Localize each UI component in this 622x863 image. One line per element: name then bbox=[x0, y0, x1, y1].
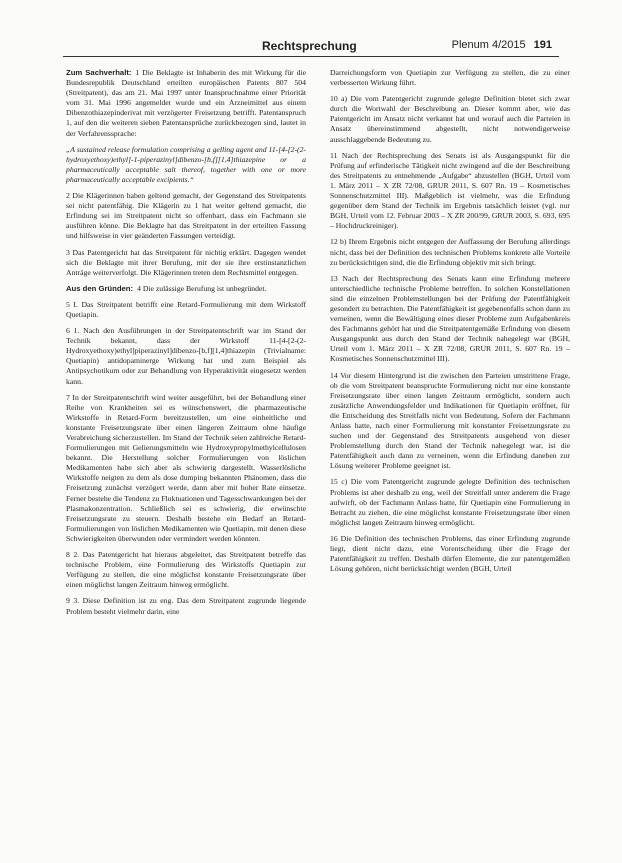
journal-header bbox=[452, 39, 552, 51]
paragraph bbox=[330, 237, 570, 267]
paragraph-text: 10 a) Die vom Patentgericht zugrunde gelegte Definition bietet sich zwar durch die Wortwahl der Beschreibung an. Dieser kommt aber, wie das Patentgericht im Ansatz nicht verkannt hat und worauf auch die Parteien in Ansatz übereinstimmend abgestellt, nicht notwendigerweise ausschlaggebende Bedeutung zu. bbox=[330, 94, 570, 144]
paragraph bbox=[66, 393, 306, 544]
paragraph-text: 5 I. Das Streitpatent betrifft eine Retard-Formulierung mit dem Wirkstoff Quetiapin. bbox=[66, 299, 306, 319]
journal-issue: Plenum 4/2015 bbox=[451, 39, 526, 51]
paragraph-text: 14 Vor diesem Hintergrund ist die zwischen den Parteien umstrittene Frage, ob die vom Streitpatent beanspruchte Formulierung nicht nur eine konstante Freisetzungsrate über einen langen Zeitraum ermöglicht, sondern auch zusätzliche Anwendungsfelder und Indikationen für Quetiapin eröffnet, für die Entscheidung des Streitfalls nicht von Bedeutung. Sofern der Fachmann Anlass hatte, nach einer Formulierung mit konstanter Freisetzungsrate zu suchen und der Gegenstand des Streitpatents ausgehend von dieser Problemstellung durch den Stand der Technik nahegelegt war, ist die Patentfähigkeit auch dann zu verneinen, wenn die Erfindung daneben zur Lösung weiterer Probleme geeignet ist. bbox=[330, 370, 570, 471]
paragraph-text: 16 Die Definition des technischen Problems, das einer Erfindung zugrunde liegt, dient nicht dazu, eine Vorentscheidung über die Frage der Patentfähigkeit zu treffen. Deshalb dürfen Elemente, die zur patentgemäßen Lösung gehören, nicht berücksichtigt werden (BGH, Urteil bbox=[330, 533, 570, 574]
paragraph-text: 9 3. Diese Definition ist zu eng. Das dem Streitpatent zugrunde liegende Problem besteht vielmehr darin, eine bbox=[66, 596, 306, 616]
paragraph-text: 4 Die zulässige Berufung ist unbegründet. bbox=[137, 283, 267, 293]
paragraph bbox=[330, 274, 570, 365]
paragraph bbox=[330, 151, 570, 232]
paragraph-heading: Zum Sachverhalt: bbox=[66, 68, 132, 77]
paragraph-text: 13 Nach der Rechtsprechung des Senats kann eine Erfindung mehrere unterschiedliche technische Probleme betreffen. In solchen Konstellationen sind die einzelnen Problemstellungen bei der Prüfung der Patentfähigkeit gesondert zu betrachten. Die Patentfähigkeit ist gegebenenfalls schon dann zu verneinen, wenn die Bewältigung eines dieser Probleme zum Aufgabenkreis des Fachmanns gehört hat und die Streitpatentgemäße Erfindung von diesem Ausgangspunkt aus durch den Stand der Technik nahegelegt war (BGH, Urteil vom 1. März 2011 – X ZR 72/08, GRUR 2011, S. 607 Rn. 19 – Kosmetisches Sonnenschutzmittel III). bbox=[330, 273, 570, 364]
section-title: Rechtsprechung bbox=[262, 39, 357, 53]
right-column bbox=[330, 68, 570, 580]
paragraph-text: 8 2. Das Patentgericht hat hieraus abgeleitet, das Streitpatent betreffe das technische Problem, eine Formulierung des Wirkstoffs Quetiapin zur Verfügung zu stellen, die eine möglichst konstante Freisetzungsrate über einen möglichst langen Zeitraum hinweg ermöglicht. bbox=[66, 550, 306, 590]
paragraph bbox=[66, 550, 306, 590]
paragraph-heading: Aus den Gründen: bbox=[66, 283, 134, 293]
claim-quote: „A sustained release formulation comprising a gelling agent and 11-[4-[2-(2-hydroxyethoxy)ethyl]-1-piperazinyl]dibenzo-[b,f][1,4]thiazepine or a pharmaceutically acceptable salt thereof, together with one or more pharmaceutically acceptable excipients.“ bbox=[66, 144, 306, 184]
paragraph bbox=[66, 68, 306, 139]
left-column bbox=[66, 68, 306, 623]
paragraph bbox=[66, 326, 306, 387]
paragraph-text: 7 In der Streitpatentschrift wird weiter ausgeführt, bei der Behandlung einer Reihe von Krankheiten sei es wünschenswert, die pharmazeutische Wirkstoffe in Retard-Form bereitzustellen, um eine einheitliche und konstante Freisetzungsrate über einen längeren Zeitraum ohne häufige Verabreichung sicherzustellen. Im Stand der Technik seien zahlreiche Retard-Formulierungen mit Gelierungsmitteln wie Hydroxypropylmethylcellulosen bekannt. Die Herstellung solcher Formulierungen von löslichen Medikamenten habe sich aber als schwierig dargestellt. Wasserlösliche Wirkstoffe neigten zu dem als dose dumping bekannten Phänomen, dass die Freisetzung zunächst verzögert werde, dann aber mit hoher Rate einsetze. Ferner bestehe die Tendenz zu Fluktuationen und Tagesschwankungen bei der Plasmakonzentration. Schließlich sei es schwierig, die erwünschte Freisetzungsrate zu steuern. Deshalb bestehe ein Bedarf an Retard-Formulierungen von löslichen Medikamenten wie Quetiapin, mit denen diese Schwierigkeiten überwunden oder vermindert werden könnten. bbox=[66, 392, 306, 543]
page-number: 191 bbox=[533, 39, 552, 51]
paragraph bbox=[66, 191, 306, 241]
paragraph-text: 12 b) Ihrem Ergebnis nicht entgegen der Auffassung der Berufung allerdings nicht, dass bei der Definition des technischen Problems konkrete alle Vorteile zu berücksichtigen sind, die die Erfindung objektiv mit sich bringt. bbox=[330, 237, 570, 267]
paragraph bbox=[330, 68, 570, 88]
paragraph bbox=[330, 94, 570, 144]
paragraph bbox=[330, 477, 570, 527]
paragraph bbox=[330, 371, 570, 472]
paragraph-text: 11 Nach der Rechtsprechung des Senats ist als Ausgangspunkt für die Prüfung auf erfinderische Tätigkeit nicht zwingend auf die der Beschreibung des Streitpatents zu entnehmende „Aufgabe“ abzustellen (BGH, Urteil vom 1. März 2011 – X ZR 72/08, GRUR 2011, S. 607 Rn. 19 – Kosmetisches Sonnenschutzmittel III). Maßgeblich ist vielmehr, was die Erfindung gegenüber dem Stand der Technik im Ergebnis tatsächlich leistet (vgl. nur BGH, Urteil vom 12. Februar 2003 – X ZR 200/99, GRUR 2003, S. 693, 695 – Hochdruckreiniger). bbox=[330, 150, 570, 231]
paragraph-text: 3 Das Patentgericht hat das Streitpatent für nichtig erklärt. Dagegen wendet sich die Beklagte mit ihrer Berufung, mit der sie ihre erstinstanzlichen Anträge weiterverfolgt. Die Klägerinnen treten dem Rechtsmittel entgegen. bbox=[66, 247, 306, 277]
paragraph bbox=[66, 300, 306, 320]
paragraph-text: 6 1. Nach den Ausführungen in der Streitpatentschrift war im Stand der Technik bekannt, dass der Wirkstoff 11-[4-[2-(2-Hydroxyethoxy)ethyl]piperazinyl]dibenzo-[b,f][1,4]thiazepin (Trivialname: Quetiapin) antidopaminerge Wirkung hat und zum Beispiel als Antipsychotikum oder zur Behandlung von Hyperaktivität eingesetzt werden kann. bbox=[66, 326, 306, 386]
paragraph bbox=[66, 596, 306, 616]
paragraph bbox=[66, 284, 306, 294]
paragraph bbox=[330, 534, 570, 574]
paragraph-text: Darreichungsform von Quetiapin zur Verfügung zu stellen, die zu einer verbesserten Wirkung führt. bbox=[330, 68, 570, 88]
paragraph-text: 2 Die Klägerinnen haben geltend gemacht, der Gegenstand des Streitpatents sei nicht patentfähig. Die Klägerin zu 1 hat weiter geltend gemacht, die Erfindung sei im Streitpatent nicht so offenbart, dass ein Fachmann sie ausführen könne. Die Beklagte hat das Streitpatent in der erteilten Fassung und hilfsweise in vier geänderten Fassungen verteidigt. bbox=[66, 191, 306, 241]
paragraph-text: 1 Die Beklagte ist Inhaberin des mit Wirkung für die Bundesrepublik Deutschland erteilten europäischen Patents 807 504 (Streitpatent), das am 21. Mai 1997 unter Inanspruchnahme einer Priorität vom 31. Mai 1996 angemeldet wurde und ein Arzneimittel aus einem Dibenzothiazepinderivat mit verzögerter Freisetzung betrifft. Patentanspruch 1, auf den die weiteren sieben Patentansprüche zurückbezogen sind, lautet in der Verfahrenssprache: bbox=[66, 68, 307, 138]
paragraph bbox=[66, 248, 306, 278]
paragraph-text: 15 c) Die vom Patentgericht zugrunde gelegte Definition des technischen Problems ist aber deshalb zu eng, weil der Streitfall unter anderem die Frage aufwirft, ob der Fachmann Anlass hatte, für Quetiapin eine Formulierung in Betracht zu ziehen, die eine möglichst konstante Freisetzungsrate über einen möglichst langen Zeitraum hinweg ermöglicht. bbox=[330, 477, 570, 527]
header-rule bbox=[63, 56, 559, 57]
